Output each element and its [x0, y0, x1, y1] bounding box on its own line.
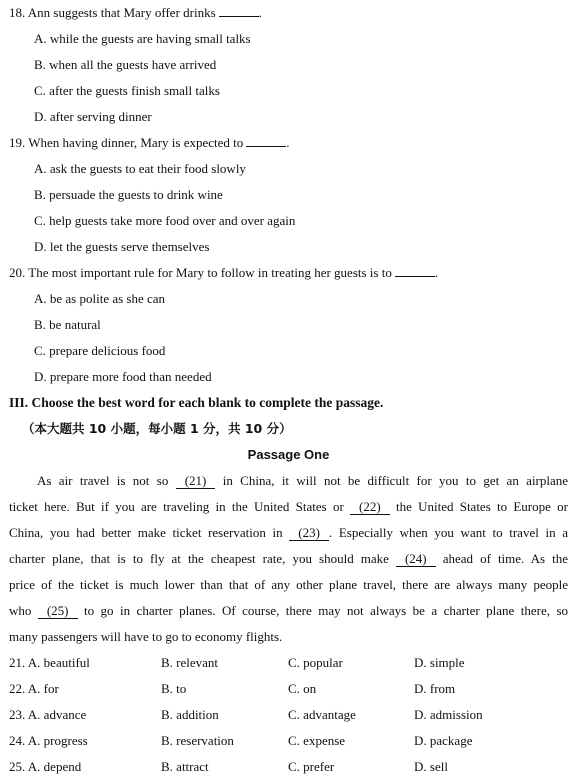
choice-number: 23. [9, 707, 26, 722]
choice-22-a [9, 681, 59, 697]
choice-21-a [9, 655, 90, 671]
passage-text: many passengers will have to go to economy flights. [9, 629, 283, 644]
passage-line [9, 577, 568, 593]
choice-23-b: B. addition [161, 707, 219, 722]
choice-23-d: D. admission [414, 707, 483, 722]
passage-text: price of the ticket is much lower than that of any other plane travel, there are always many people [9, 577, 568, 592]
passage-text: . Especially when you want to travel in a [328, 525, 569, 540]
question-18-text: 18. Ann suggests that Mary offer drinks [9, 5, 216, 20]
choice-number: 21. [9, 655, 26, 670]
choice-24-c: C. expense [288, 733, 346, 748]
choice-option: A. beautiful [27, 655, 90, 670]
choice-number: 25. [9, 759, 26, 774]
choice-24-d: D. package [414, 733, 473, 748]
choice-option: A. advance [27, 707, 87, 722]
question-19-stem [9, 135, 290, 151]
passage-text: charter plane, that is to fly at the cheapest rate, you should make [9, 551, 389, 566]
passage-text: to go in charter planes. Of course, there may not always be a charter plane there, so [83, 603, 569, 618]
passage-blank-24: (24) [396, 552, 436, 567]
choice-row-24 [9, 733, 569, 749]
choice-22-d: D. from [414, 681, 456, 696]
question-18-stem [9, 5, 262, 21]
question-19-blank [246, 135, 286, 147]
passage-text: who [9, 603, 32, 618]
question-20-option-d: D. prepare more food than needed [34, 369, 212, 384]
question-19-period: . [286, 135, 290, 150]
question-20-blank [395, 265, 435, 277]
question-20-option-b: B. be natural [34, 317, 101, 332]
choice-row-22 [9, 681, 569, 697]
question-20-option-a: A. be as polite as she can [34, 291, 166, 306]
question-19-option-c: C. help guests take more food over and over again [34, 213, 296, 228]
choice-25-c: C. prefer [288, 759, 335, 774]
question-18-blank [219, 5, 259, 17]
passage-blank-22: (22) [350, 500, 390, 515]
question-18-period: . [258, 5, 262, 20]
passage-blank-25: (25) [38, 604, 78, 619]
question-19-text: 19. When having dinner, Mary is expected to [9, 135, 244, 150]
passage-text: As air travel is not so [37, 473, 169, 488]
choice-23-c: C. advantage [288, 707, 356, 722]
question-20-option-c: C. prepare delicious food [34, 343, 166, 358]
choice-22-b: B. to [161, 681, 187, 696]
question-18-option-b: B. when all the guests have arrived [34, 57, 217, 72]
choice-number: 22. [9, 681, 26, 696]
passage-text: ticket here. But if you are traveling in the United States or [9, 499, 344, 514]
passage-blank-23: (23) [289, 526, 329, 541]
passage-line [9, 551, 568, 567]
choice-row-25 [9, 759, 569, 775]
choice-22-c: C. on [288, 681, 317, 696]
choice-25-b: B. attract [161, 759, 209, 774]
question-20-period: . [434, 265, 439, 280]
question-18-option-a: A. while the guests are having small talks [34, 31, 251, 46]
question-18-option-d: D. after serving dinner [34, 109, 152, 124]
question-19-option-a: A. ask the guests to eat their food slowly [34, 161, 246, 176]
passage-line [9, 499, 568, 515]
question-20-text: 20. The most important rule for Mary to follow in treating her guests is to [9, 265, 392, 280]
section-title: III. Choose the best word for each blank to complete the passage. [9, 395, 384, 410]
choice-option: A. progress [27, 733, 88, 748]
choice-25-d: D. sell [414, 759, 448, 774]
choice-24-a [9, 733, 88, 749]
choice-21-b: B. relevant [161, 655, 219, 670]
choice-option: A. for [27, 681, 59, 696]
question-19-option-b: B. persuade the guests to drink wine [34, 187, 223, 202]
passage-text: in China, it will not be difficult for you to get an airplane [222, 473, 569, 488]
question-19-option-d: D. let the guests serve themselves [34, 239, 210, 254]
choice-row-21 [9, 655, 569, 671]
question-20-stem [9, 265, 438, 281]
passage-line [9, 525, 568, 541]
passage-blank-21: (21) [176, 474, 216, 489]
choice-option: A. depend [27, 759, 82, 774]
choice-number: 24. [9, 733, 26, 748]
choice-21-d: D. simple [414, 655, 465, 670]
choice-24-b: B. reservation [161, 733, 234, 748]
passage-text: the United States to Europe or [395, 499, 568, 514]
choice-row-23 [9, 707, 569, 723]
passage-line [9, 603, 568, 619]
passage-line [9, 629, 568, 645]
choice-25-a [9, 759, 81, 775]
passage-text: ahead of time. As the [442, 551, 569, 566]
passage-line [37, 473, 568, 489]
section-note: （本大题共 10 小题，每小题 1 分，共 10 分） [22, 421, 292, 436]
passage-title: Passage One [247, 447, 330, 462]
question-18-option-c: C. after the guests finish small talks [34, 83, 220, 98]
choice-23-a [9, 707, 86, 723]
passage-text: China, you had better make ticket reservation in [9, 525, 283, 540]
choice-21-c: C. popular [288, 655, 343, 670]
